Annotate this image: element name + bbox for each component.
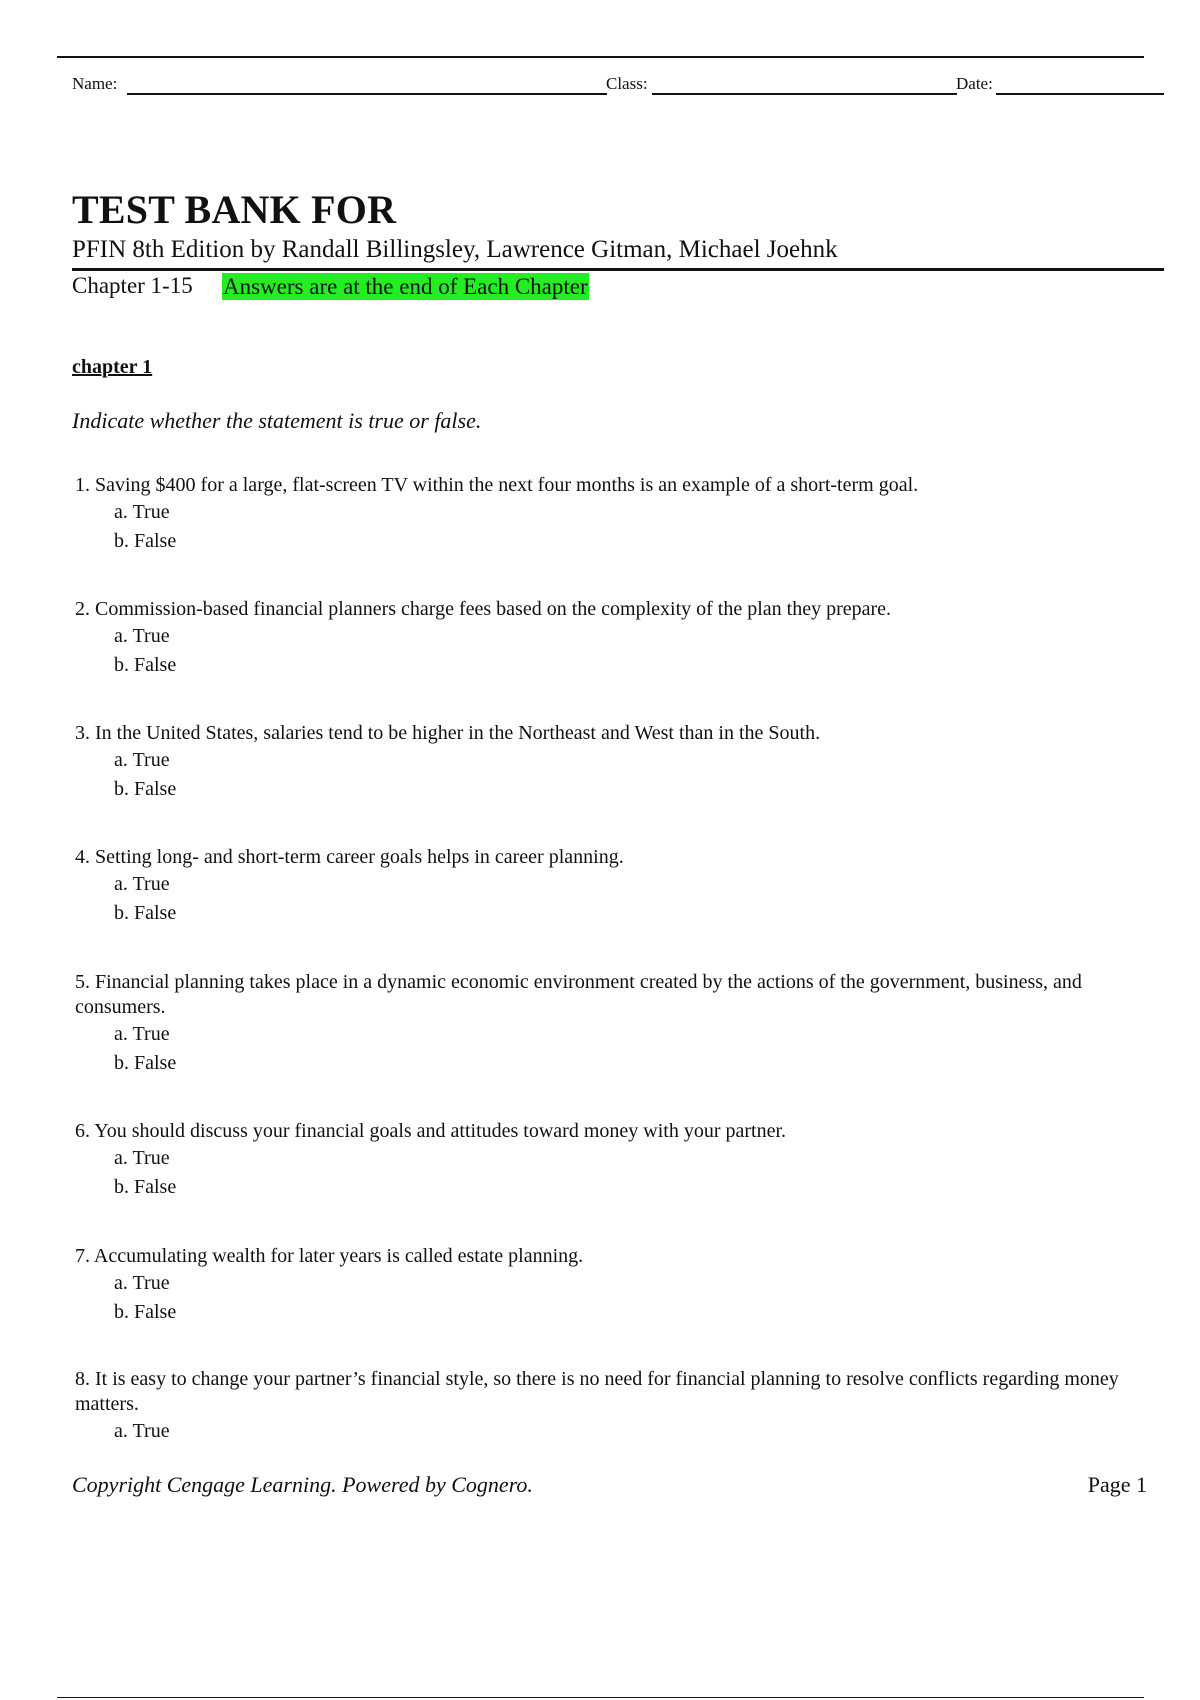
question-text: 4. Setting long- and short-term career goals helps in career planning. — [75, 846, 624, 868]
option-true: a. True — [114, 1147, 170, 1169]
answers-note-highlight: Answers are at the end of Each Chapter — [223, 274, 588, 299]
question-text: 8. It is easy to change your partner’s financial style, so there is no need for financial planning to resolve conflicts regarding money matters. — [75, 1368, 1119, 1415]
book-subtitle: PFIN 8th Edition by Randall Billingsley, Lawrence Gitman, Michael Joehnk — [72, 236, 838, 263]
question-text: 7. Accumulating wealth for later years is called estate planning. — [75, 1245, 584, 1267]
question-text: 6. You should discuss your financial goals and attitudes toward money with your partner. — [75, 1120, 787, 1142]
question-3 — [72, 721, 1164, 804]
top-rule — [57, 56, 1144, 58]
option-false: b. False — [114, 1301, 177, 1323]
name-line — [127, 93, 607, 95]
option-true: a. True — [114, 873, 170, 895]
option-false: b. False — [114, 778, 177, 800]
option-false: b. False — [114, 654, 177, 676]
option-true: a. True — [114, 749, 170, 771]
chapter-range: Chapter 1-15 — [72, 273, 193, 298]
question-1 — [72, 473, 1164, 556]
bottom-rule — [57, 1697, 1144, 1698]
option-false: b. False — [114, 1052, 177, 1074]
option-true: a. True — [114, 625, 170, 647]
date-line — [996, 93, 1164, 95]
question-text: 2. Commission-based financial planners charge fees based on the complexity of the plan they prepare. — [75, 598, 892, 620]
copyright-notice: Copyright Cengage Learning. Powered by Cognero. — [72, 1472, 533, 1497]
instructions: Indicate whether the statement is true or false. — [72, 408, 482, 433]
question-8 — [72, 1367, 1164, 1446]
option-false: b. False — [114, 1176, 177, 1198]
option-false: b. False — [114, 530, 177, 552]
question-text: 3. In the United States, salaries tend to be higher in the Northeast and West than in the South. — [75, 722, 821, 744]
page-number: Page 1 — [1087, 1472, 1147, 1497]
option-true: a. True — [114, 1420, 170, 1442]
question-2 — [72, 597, 1164, 680]
name-label: Name: — [72, 74, 118, 93]
question-4 — [72, 845, 1164, 928]
question-7 — [72, 1244, 1164, 1327]
date-label: Date: — [956, 74, 993, 93]
option-false: b. False — [114, 902, 177, 924]
class-line — [652, 93, 957, 95]
option-true: a. True — [114, 1023, 170, 1045]
question-text: 5. Financial planning takes place in a dynamic economic environment created by the actions of the government, business, and consumers. — [75, 971, 1082, 1018]
option-true: a. True — [114, 501, 170, 523]
option-true: a. True — [114, 1272, 170, 1294]
page-title: TEST BANK FOR — [72, 187, 397, 232]
question-5 — [72, 970, 1164, 1078]
class-label: Class: — [606, 74, 648, 93]
question-text: 1. Saving $400 for a large, flat-screen TV within the next four months is an example of a short-term goal. — [75, 474, 919, 496]
chapter-heading: chapter 1 — [72, 356, 153, 378]
title-rule — [72, 268, 1164, 271]
question-6 — [72, 1119, 1164, 1202]
